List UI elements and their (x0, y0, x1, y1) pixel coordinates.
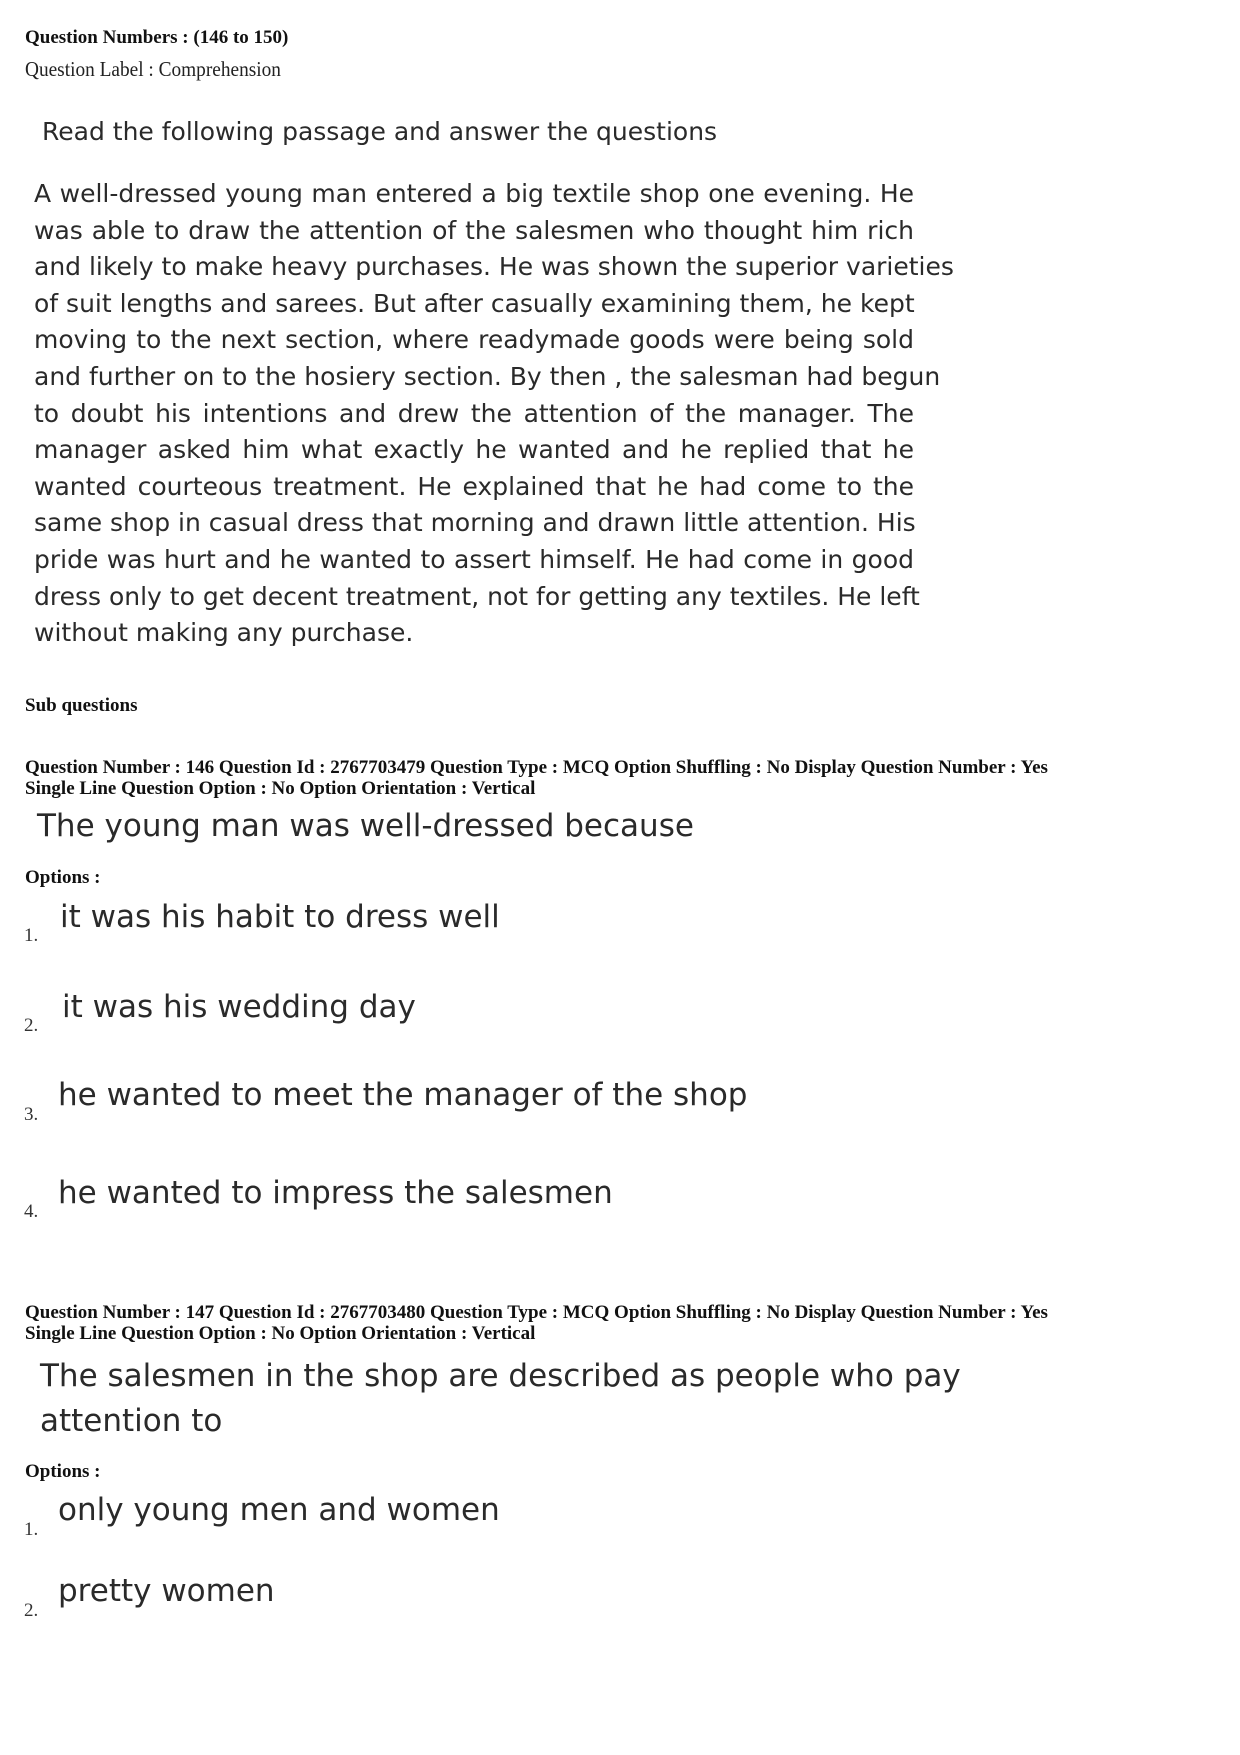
passage-line: dress only to get decent treatment, not for getting any textiles. He left (34, 581, 920, 611)
option-146-3[interactable]: he wanted to meet the manager of the shop (58, 1077, 748, 1113)
option-number: 2. (24, 1600, 39, 1621)
passage-line: wanted courteous treatment. He explained that he had come to the (34, 471, 914, 501)
option-number: 2. (24, 1015, 39, 1036)
option-number: 3. (24, 1104, 39, 1125)
question-numbers: Question Numbers : (146 to 150) (25, 27, 289, 48)
passage-line: and likely to make heavy purchases. He was shown the superior varieties (34, 252, 954, 282)
passage-line: same shop in casual dress that morning and drawn little attention. His (34, 508, 916, 538)
options-label: Options : (25, 1461, 101, 1482)
question-146-meta (25, 757, 1048, 799)
passage-line: moving to the next section, where readymade goods were being sold (34, 325, 914, 355)
option-147-1[interactable]: only young men and women (58, 1492, 500, 1528)
question-text-line: attention to (40, 1403, 223, 1439)
option-number: 1. (24, 925, 39, 946)
passage-line: manager asked him what exactly he wanted and he replied that he (34, 435, 914, 465)
passage-line: without making any purchase. (34, 618, 414, 648)
passage-instruction: Read the following passage and answer the questions (42, 117, 718, 146)
question-meta-line: Question Number : 147 Question Id : 2767703480 Question Type : MCQ Option Shuffling : No Display Question Number : Yes (25, 1302, 1048, 1323)
option-146-2[interactable]: it was his wedding day (62, 989, 416, 1025)
question-meta-line: Single Line Question Option : No Option Orientation : Vertical (25, 1323, 536, 1344)
option-146-1[interactable]: it was his habit to dress well (60, 899, 500, 935)
option-number: 1. (24, 1519, 39, 1540)
passage-line: was able to draw the attention of the salesmen who thought him rich (34, 215, 914, 245)
sub-questions-heading: Sub questions (25, 695, 138, 716)
question-147-meta (25, 1302, 1048, 1344)
passage-line: A well-dressed young man entered a big textile shop one evening. He (34, 179, 914, 208)
options-label: Options : (25, 867, 101, 888)
question-meta-line: Question Number : 146 Question Id : 2767703479 Question Type : MCQ Option Shuffling : No Display Question Number : Yes (25, 757, 1048, 778)
question-147-text (40, 1354, 961, 1444)
passage-line: and further on to the hosiery section. By then , the salesman had begun (34, 361, 941, 391)
passage-text (34, 176, 954, 652)
option-number: 4. (24, 1201, 39, 1222)
question-meta-line: Single Line Question Option : No Option Orientation : Vertical (25, 778, 536, 799)
option-146-4[interactable]: he wanted to impress the salesmen (58, 1175, 613, 1211)
passage-line: to doubt his intentions and drew the attention of the manager. The (34, 398, 914, 428)
passage-line: pride was hurt and he wanted to assert himself. He had come in good (34, 544, 914, 574)
question-label: Question Label : Comprehension (25, 57, 281, 81)
question-text-line: The salesmen in the shop are described as people who pay (40, 1358, 961, 1394)
passage-line: of suit lengths and sarees. But after casually examining them, he kept (34, 288, 915, 318)
question-146-text: The young man was well-dressed because (37, 808, 694, 844)
option-147-2[interactable]: pretty women (58, 1573, 275, 1609)
